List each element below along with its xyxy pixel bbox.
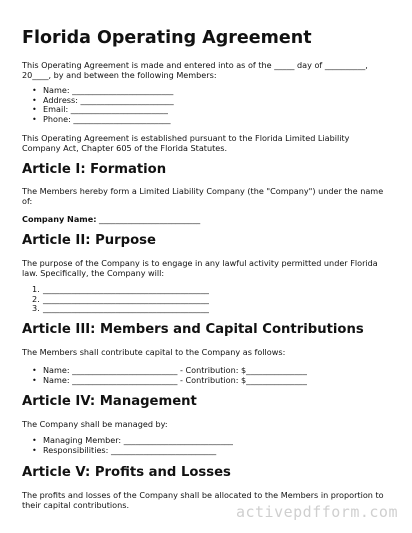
article-1-heading: Article I: Formation (22, 162, 167, 177)
article-1-text: The Members hereby form a Limited Liability Company (the "Company") under the name of: (22, 186, 384, 207)
management-list (22, 436, 233, 455)
article-5-heading: Article V: Profits and Losses (22, 465, 231, 480)
purpose-list (22, 285, 209, 314)
article-2-heading: Article II: Purpose (22, 233, 156, 248)
list-item: • Address: _______________________ (22, 96, 174, 106)
watermark: activepdfform.com (235, 503, 398, 521)
established-paragraph: This Operating Agreement is established pursuant to the Florida Limited Liability Company Act, Chapter 605 of the Florida Statutes. (22, 133, 350, 154)
article-3-heading: Article III: Members and Capital Contributions (22, 322, 364, 337)
company-name-line (22, 214, 388, 224)
list-item: • Name: _________________________ (22, 86, 174, 96)
list-item: • Name: __________________________ - Contribution: $_______________ (22, 376, 307, 386)
list-item: 3. _________________________________________ (32, 303, 209, 314)
article-4-text: The Company shall be managed by: (22, 419, 168, 429)
member-fields-list (22, 86, 174, 124)
list-item: • Name: __________________________ - Contribution: $_______________ (22, 366, 307, 376)
list-item: • Responsibilities: __________________________ (22, 446, 233, 456)
contributions-list (22, 366, 307, 385)
list-item: • Phone: ________________________ (22, 115, 174, 125)
intro-paragraph: This Operating Agreement is made and entered into as of the _____ day of __________, 20____, by and between the following Members: (22, 60, 368, 81)
article-5-text: The profits and losses of the Company shall be allocated to the Members in proportion to their capital contributions. (22, 490, 384, 511)
list-item: • Email: ________________________ (22, 105, 174, 115)
list-item: 1. _________________________________________ (32, 284, 209, 294)
company-name-label: Company Name: (22, 214, 97, 224)
article-4-heading: Article IV: Management (22, 394, 197, 409)
article-2-text: The purpose of the Company is to engage in any lawful activity permitted under Florida law. Specifically, the Company will: (22, 258, 378, 279)
list-item: 2. _________________________________________ (32, 293, 209, 304)
list-item: • Managing Member: ___________________________ (22, 436, 233, 446)
document-title: Florida Operating Agreement (22, 28, 312, 48)
company-name-blank: _________________________ (96, 214, 201, 224)
article-3-text: The Members shall contribute capital to the Company as follows: (22, 347, 286, 357)
